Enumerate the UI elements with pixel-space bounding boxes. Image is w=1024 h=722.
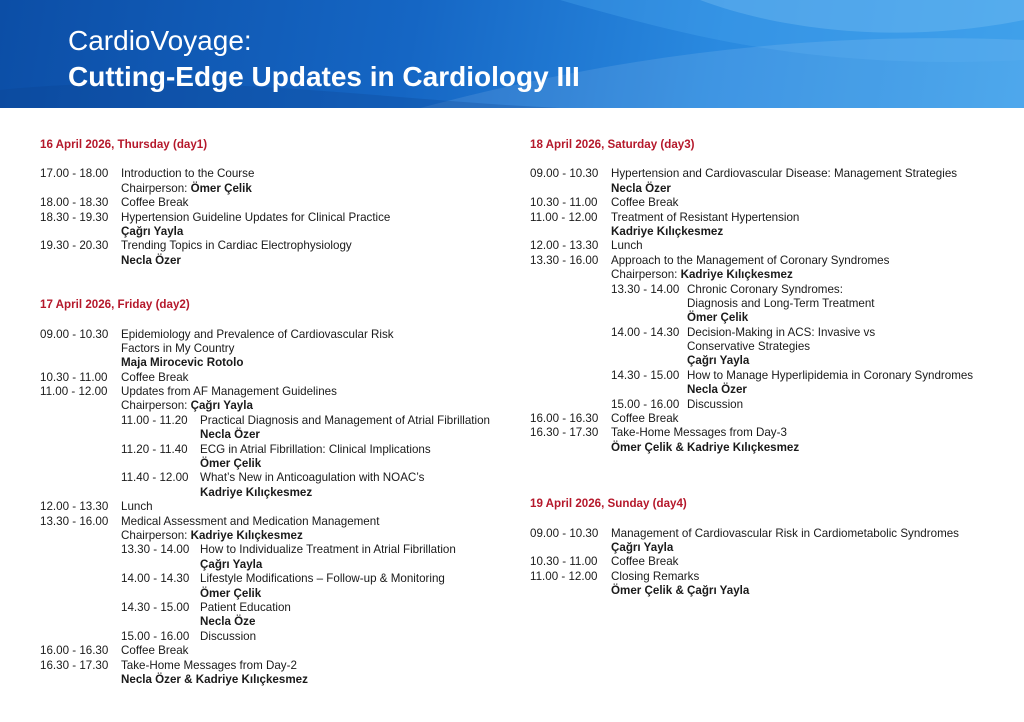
speaker-name: Necla Özer — [200, 428, 260, 442]
sub-session-row: 14.30 - 15.00 Patient Education — [121, 600, 291, 614]
day-title: 17 April 2026, Friday (day2) — [40, 298, 190, 312]
schedule-row: 19.30 - 20.30 Trending Topics in Cardiac Electrophysiology — [40, 239, 352, 253]
schedule-row: 11.00 - 12.00 Treatment of Resistant Hypertension — [530, 210, 800, 224]
speaker-row — [530, 584, 1000, 598]
schedule-row: 16.30 - 17.30 Take-Home Messages from Day-2 — [40, 658, 297, 672]
sub-session-row: 15.00 - 16.00 Discussion — [121, 629, 257, 643]
speaker-name: Necla Özer & Kadriye Kılıçkesmez — [121, 672, 308, 686]
sub-session-row: 14.00 - 14.30 Decision-Making in ACS: Invasive vs — [611, 325, 876, 339]
day-section-1 — [40, 138, 510, 268]
chairperson-row: Chairperson: Çağrı Yayla — [121, 399, 253, 413]
speaker-name: Ömer Çelik — [687, 311, 749, 325]
schedule-row: 13.30 - 16.00 Medical Assessment and Medication Management — [40, 514, 380, 528]
schedule-row: 16.30 - 17.30 Take-Home Messages from Day-3 — [530, 426, 787, 440]
schedule-row: 10.30 - 11.00 Coffee Break — [530, 196, 679, 210]
program-column-right — [530, 138, 1000, 629]
speaker-row — [40, 356, 510, 370]
speaker-name: Ömer Çelik — [190, 181, 252, 195]
sub-session-row: 13.30 - 14.00 How to Individualize Treatment in Atrial Fibrillation — [121, 543, 456, 557]
speaker-row — [40, 428, 510, 442]
speaker-name: Maja Mirocevic Rotolo — [121, 356, 244, 370]
chairperson-row: Chairperson: Kadriye Kılıçkesmez — [121, 528, 303, 542]
speaker-row — [530, 383, 1000, 397]
speaker-row — [530, 182, 1000, 196]
speaker-name: Çağrı Yayla — [190, 399, 253, 413]
speaker-name: Çağrı Yayla — [611, 540, 674, 554]
schedule-row: 13.30 - 16.00 Approach to the Management of Coronary Syndromes — [530, 253, 890, 267]
speaker-name: Ömer Çelik & Çağrı Yayla — [611, 584, 750, 598]
page-title-line2: Cutting-Edge Updates in Cardiology III — [68, 61, 580, 92]
speaker-name: Ömer Çelik — [200, 457, 262, 471]
day-section-2 — [40, 298, 510, 687]
schedule-row: 12.00 - 13.30 Lunch — [530, 239, 643, 253]
day-section-3 — [530, 138, 1000, 455]
speaker-row — [40, 225, 510, 239]
speaker-name: Kadriye Kılıçkesmez — [611, 224, 724, 238]
speaker-row — [40, 558, 510, 572]
speaker-row — [40, 587, 510, 601]
speaker-row — [530, 354, 1000, 368]
sub-session-row: 11.20 - 11.40 ECG in Atrial Fibrillation: Clinical Implications — [121, 442, 431, 456]
schedule-row: 18.00 - 18.30 Coffee Break — [40, 196, 189, 210]
speaker-name: Kadriye Kılıçkesmez — [190, 528, 303, 542]
speaker-row — [530, 225, 1000, 239]
speaker-row — [40, 486, 510, 500]
speaker-row — [40, 615, 510, 629]
schedule-row: 18.30 - 19.30 Hypertension Guideline Updates for Clinical Practice — [40, 210, 391, 224]
sub-session-row: 11.00 - 11.20 Practical Diagnosis and Management of Atrial Fibrillation — [121, 413, 490, 427]
schedule-row-continued: Diagnosis and Long-Term Treatment — [687, 296, 875, 310]
schedule-row: 12.00 - 13.30 Lunch — [40, 500, 153, 514]
sub-session-row: 13.30 - 14.00 Chronic Coronary Syndromes: — [611, 282, 843, 296]
program-column-left — [40, 138, 510, 717]
speaker-name: Necla Özer — [121, 253, 181, 267]
speaker-name: Çağrı Yayla — [687, 354, 750, 368]
speaker-row — [40, 457, 510, 471]
day-title: 18 April 2026, Saturday (day3) — [530, 138, 695, 151]
speaker-name: Çağrı Yayla — [121, 224, 184, 238]
schedule-row: 11.00 - 12.00 Closing Remarks — [530, 569, 700, 583]
speaker-name: Kadriye Kılıçkesmez — [680, 268, 793, 282]
speaker-name: Kadriye Kılıçkesmez — [200, 485, 313, 499]
schedule-row: 09.00 - 10.30 Hypertension and Cardiovascular Disease: Management Strategies — [530, 167, 958, 181]
header-banner — [0, 0, 1024, 108]
sub-session-row: 14.30 - 15.00 How to Manage Hyperlipidemia in Coronary Syndromes — [611, 368, 974, 382]
day-title: 19 April 2026, Sunday (day4) — [530, 497, 687, 511]
sub-session-row: 11.40 - 12.00 What’s New in Anticoagulation with NOAC’s — [121, 471, 425, 485]
schedule-row: 09.00 - 10.30 Management of Cardiovascular Risk in Cardiometabolic Syndromes — [530, 526, 959, 540]
schedule-row: 16.00 - 16.30 Coffee Break — [40, 644, 189, 658]
day-section-4 — [530, 497, 1000, 598]
page-title-line1: CardioVoyage: — [68, 25, 252, 56]
speaker-row — [530, 541, 1000, 555]
schedule-row-continued: Factors in My Country — [121, 341, 235, 355]
schedule-row: 09.00 - 10.30 Epidemiology and Prevalence of Cardiovascular Risk — [40, 327, 394, 341]
schedule-row: 17.00 - 18.00 Introduction to the Course — [40, 167, 255, 181]
speaker-row — [40, 254, 510, 268]
schedule-row: 16.00 - 16.30 Coffee Break — [530, 412, 679, 426]
speaker-name: Necla Öze — [200, 615, 256, 629]
speaker-row — [40, 673, 510, 687]
speaker-row — [530, 441, 1000, 455]
sub-session-row: 15.00 - 16.00 Discussion — [611, 397, 744, 411]
speaker-name: Necla Özer — [687, 383, 747, 397]
schedule-row: 10.30 - 11.00 Coffee Break — [40, 370, 189, 384]
speaker-name: Çağrı Yayla — [200, 557, 263, 571]
speaker-name: Ömer Çelik & Kadriye Kılıçkesmez — [611, 440, 800, 454]
chairperson-row: Chairperson: Kadriye Kılıçkesmez — [611, 268, 793, 282]
schedule-row-continued: Conservative Strategies — [687, 340, 811, 354]
speaker-row — [530, 311, 1000, 325]
speaker-name: Ömer Çelik — [200, 586, 262, 600]
schedule-row: 10.30 - 11.00 Coffee Break — [530, 555, 679, 569]
day-title: 16 April 2026, Thursday (day1) — [40, 138, 208, 151]
schedule-row: 11.00 - 12.00 Updates from AF Management Guidelines — [40, 385, 337, 399]
sub-session-row: 14.00 - 14.30 Lifestyle Modifications – Follow-up & Monitoring — [121, 572, 445, 586]
chairperson-row: Chairperson: Ömer Çelik — [121, 181, 252, 195]
speaker-name: Necla Özer — [611, 181, 671, 195]
